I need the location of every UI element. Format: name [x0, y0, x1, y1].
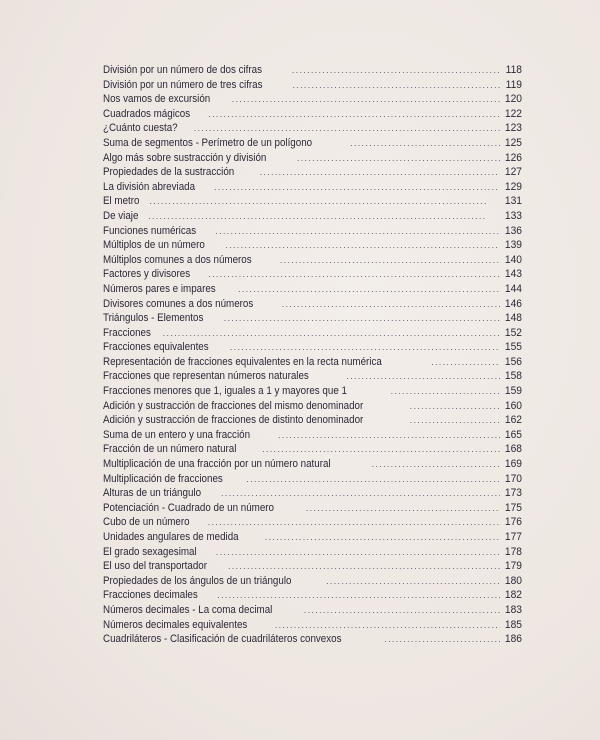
dot-leader	[172, 123, 500, 133]
toc-entry	[103, 531, 522, 546]
toc-entry-title: Algo más sobre sustracción y división	[103, 151, 267, 164]
toc-entry	[103, 195, 522, 210]
toc-entry	[103, 502, 522, 517]
toc-entry	[103, 633, 522, 648]
toc-entry-title: El grado sexagesimal	[103, 545, 197, 558]
toc-entry-title: El uso del transportador	[103, 560, 208, 573]
toc-entry-title: División por un número de tres cifras	[103, 78, 263, 91]
toc-entry	[103, 487, 522, 502]
dot-leader	[275, 153, 500, 163]
dot-leader	[253, 620, 500, 630]
toc-entry-title: Unidades angulares de medida	[103, 531, 239, 543]
toc-entry-page-number: 146	[504, 297, 522, 310]
toc-entry-page-number: 173	[504, 487, 522, 500]
toc-entry-title: Suma de un entero y una fracción	[103, 428, 251, 441]
dot-leader	[210, 94, 500, 104]
toc-entry-page-number: 131	[504, 195, 522, 208]
toc-entry-page-number: 170	[504, 472, 522, 485]
toc-entry-title: Cuadriláteros - Clasificación de cuadriláteros convexos	[103, 633, 342, 646]
toc-entry	[103, 458, 522, 473]
toc-entry-page-number: 127	[504, 166, 522, 179]
toc-entry-title: Adición y sustracción de fracciones de distinto denominador	[103, 414, 364, 427]
dot-leader	[195, 590, 500, 600]
toc-entry-title: Funciones numéricas	[103, 224, 197, 237]
toc-entry	[103, 589, 522, 604]
toc-entry-title: Propiedades de la sustracción	[103, 166, 235, 179]
toc-entry-title: Números decimales - La coma decimal	[103, 603, 273, 616]
dot-leader	[388, 401, 500, 411]
toc-entry-title: División por un número de dos cifras	[103, 64, 262, 76]
toc-entry	[103, 414, 522, 429]
toc-entry	[103, 239, 522, 254]
dot-leader	[202, 313, 500, 323]
toc-entry	[103, 268, 522, 283]
toc-entry-title: La división abreviada	[103, 180, 196, 193]
toc-entry-page-number: 118	[505, 64, 522, 76]
dot-leader	[388, 415, 500, 425]
toc-entry-page-number: 182	[504, 589, 522, 602]
toc-entry	[103, 575, 522, 590]
toc-entry-title: Cubo de un número	[103, 516, 190, 529]
toc-entry-title: Adición y sustracción de fracciones del mismo denominador	[103, 399, 364, 412]
toc-entry-title: Divisores comunes a dos números	[103, 297, 254, 310]
dot-leader	[224, 474, 500, 484]
toc-entry	[103, 400, 522, 415]
toc-entry-title: Nos vamos de excursión	[103, 93, 211, 106]
toc-entry-page-number: 156	[504, 355, 522, 368]
dot-leader	[186, 109, 500, 119]
dot-leader	[328, 138, 500, 148]
toc-entry-page-number: 126	[504, 151, 522, 164]
dot-leader	[284, 503, 500, 513]
toc-entry-title: Fracciones menores que 1, iguales a 1 y mayores que 1	[103, 385, 347, 398]
toc-entry-title: Números pares e impares	[103, 282, 216, 295]
toc-entry	[103, 283, 522, 298]
toc-entry-page-number: 158	[504, 370, 522, 383]
toc-entry-title: Multiplicación de fracciones	[103, 472, 223, 485]
toc-entry	[103, 93, 522, 108]
toc-entry-page-number: 144	[504, 282, 522, 295]
toc-entry-title: Fracciones equivalentes	[103, 341, 209, 354]
toc-entry-page-number: 176	[504, 516, 522, 529]
toc-entry	[103, 604, 522, 619]
dot-leader	[192, 182, 500, 192]
toc-entry	[103, 298, 522, 313]
dot-leader	[304, 576, 500, 586]
dot-leader	[256, 430, 500, 440]
toc-entry-title: Fracción de un número natural	[103, 443, 237, 456]
toc-entry-title: Alturas de un triángulo	[103, 487, 202, 500]
toc-entry-page-number: 160	[504, 399, 522, 412]
dot-leader	[238, 167, 500, 177]
toc-entry	[103, 443, 522, 458]
dot-leader	[208, 342, 500, 352]
toc-entry-page-number: 122	[504, 107, 522, 120]
toc-entry-page-number: 180	[504, 574, 522, 587]
toc-entry-page-number: 119	[505, 78, 522, 91]
toc-entry-title: Factores y divisores	[103, 268, 191, 281]
toc-entry	[103, 137, 522, 152]
toc-entry-page-number: 152	[504, 326, 522, 339]
table-of-contents	[103, 64, 522, 648]
toc-entry-page-number: 139	[504, 239, 522, 252]
toc-entry-page-number: 143	[504, 268, 522, 281]
dot-leader	[193, 226, 500, 236]
toc-entry	[103, 516, 522, 531]
toc-entry-page-number: 168	[504, 443, 522, 456]
toc-entry	[103, 122, 522, 137]
toc-entry-page-number: 136	[504, 224, 522, 237]
toc-entry-title: Fracciones	[103, 326, 151, 339]
dot-leader	[199, 488, 500, 498]
toc-entry	[103, 64, 522, 79]
toc-entry	[103, 79, 522, 94]
toc-entry	[103, 254, 522, 269]
toc-entry-page-number: 178	[504, 545, 522, 558]
dot-leader	[126, 211, 500, 221]
dot-leader	[369, 386, 500, 396]
toc-entry-title: Propiedades de los ángulos de un triángulo	[103, 574, 292, 587]
toc-entry	[103, 341, 522, 356]
toc-entry-page-number: 177	[504, 531, 522, 543]
dot-leader	[186, 517, 500, 527]
toc-entry-title: ¿Cuánto cuesta?	[103, 122, 178, 135]
dot-leader	[141, 328, 500, 338]
toc-entry	[103, 429, 522, 444]
toc-entry-page-number: 148	[504, 312, 522, 325]
toc-entry-title: Representación de fracciones equivalentes en la recta numérica	[103, 355, 382, 368]
toc-entry-page-number: 169	[504, 458, 522, 471]
dot-leader	[203, 240, 500, 250]
dot-leader	[243, 532, 500, 542]
toc-entry-page-number: 186	[504, 633, 522, 646]
toc-entry	[103, 546, 522, 561]
dot-leader	[216, 284, 500, 294]
toc-entry	[103, 210, 522, 225]
toc-entry-title: Cuadrados mágicos	[103, 107, 191, 120]
toc-entry-title: Multiplicación de una fracción por un número natural	[103, 458, 331, 471]
toc-entry	[103, 370, 522, 385]
toc-entry-page-number: 162	[504, 414, 522, 427]
toc-entry	[103, 356, 522, 371]
dot-leader	[362, 634, 500, 644]
toc-entry-page-number: 140	[504, 253, 522, 266]
dot-leader	[194, 547, 500, 557]
toc-entry-page-number: 159	[504, 385, 522, 398]
toc-entry	[103, 152, 522, 167]
toc-entry-page-number: 125	[504, 136, 522, 149]
toc-entry-title: Múltiplos de un número	[103, 239, 205, 252]
toc-entry-title: Fracciones decimales	[103, 589, 198, 602]
toc-entry-title: De viaje	[103, 209, 139, 222]
toc-entry-title: Múltiplos comunes a dos números	[103, 253, 252, 266]
toc-entry	[103, 181, 522, 196]
toc-entry-page-number: 129	[504, 180, 522, 193]
toc-entry	[103, 225, 522, 240]
toc-entry-page-number: 120	[504, 93, 522, 106]
toc-entry	[103, 473, 522, 488]
dot-leader	[258, 255, 500, 265]
dot-leader	[324, 371, 500, 381]
dot-leader	[206, 561, 500, 571]
dot-leader	[260, 299, 500, 309]
toc-entry-page-number: 183	[504, 603, 522, 616]
toc-entry-page-number: 165	[504, 428, 522, 441]
toc-entry-title: Suma de segmentos - Perímetro de un polígono	[103, 136, 313, 149]
toc-entry-title: Triángulos - Elementos	[103, 312, 204, 325]
toc-entry	[103, 385, 522, 400]
toc-entry-title: Números decimales equivalentes	[103, 618, 248, 631]
toc-entry	[103, 560, 522, 575]
toc-entry-title: Potenciación - Cuadrado de un número	[103, 501, 275, 514]
dot-leader	[186, 269, 500, 279]
toc-entry	[103, 166, 522, 181]
toc-entry	[103, 619, 522, 634]
dot-leader	[409, 357, 500, 367]
dot-leader	[270, 65, 500, 75]
dot-leader	[127, 196, 500, 206]
dot-leader	[240, 444, 500, 454]
toc-entry-page-number: 123	[504, 122, 522, 135]
toc-entry	[103, 327, 522, 342]
dot-leader	[282, 605, 500, 615]
toc-entry-title: Fracciones que representan números naturales	[103, 370, 309, 383]
dot-leader	[271, 80, 501, 90]
toc-entry-page-number: 155	[504, 341, 522, 354]
toc-entry-page-number: 185	[504, 618, 522, 631]
toc-entry	[103, 312, 522, 327]
toc-entry-page-number: 175	[504, 501, 522, 514]
toc-entry-title: El metro	[103, 195, 140, 208]
toc-entry-page-number: 179	[504, 560, 522, 573]
toc-entry	[103, 108, 522, 123]
dot-leader	[350, 459, 500, 469]
toc-entry-page-number: 133	[504, 209, 522, 222]
